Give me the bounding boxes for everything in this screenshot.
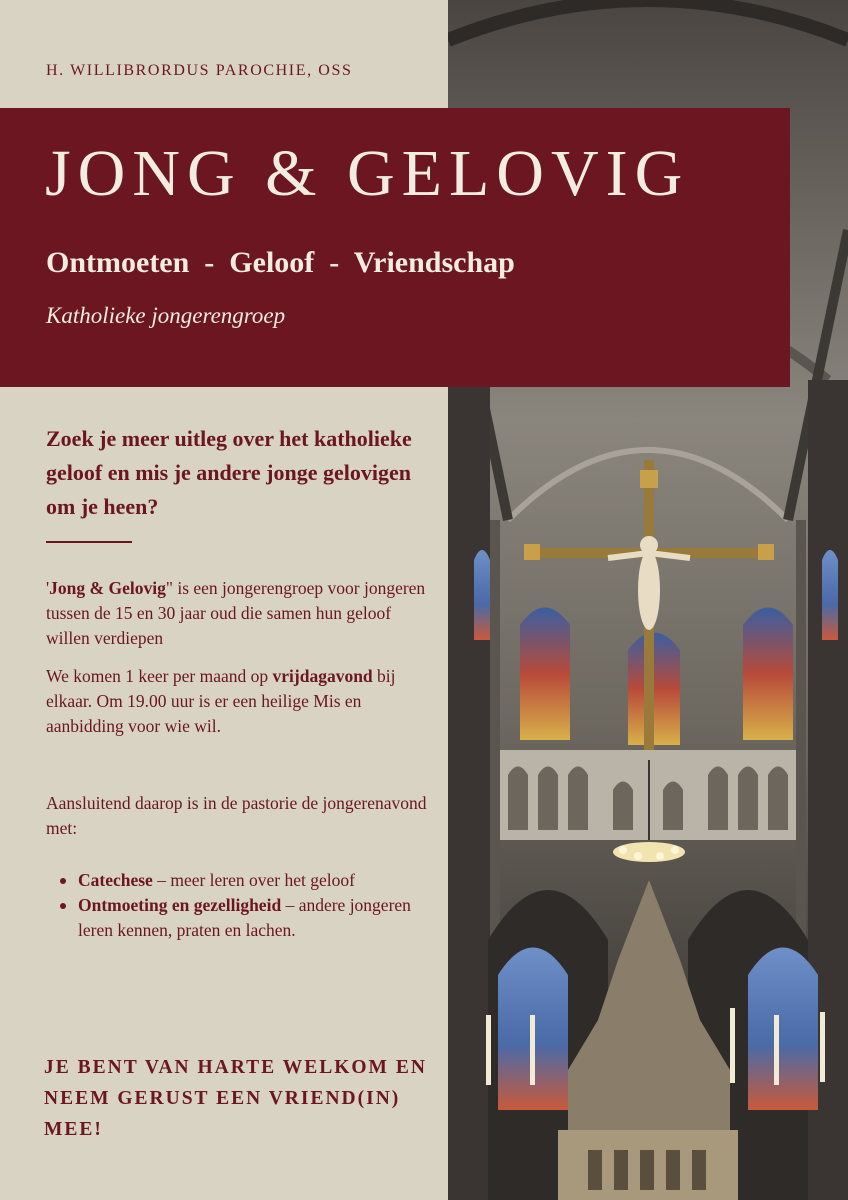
subtitle: Katholieke jongerengroep bbox=[46, 303, 286, 328]
quote-mark: ' bbox=[46, 578, 50, 598]
divider bbox=[46, 541, 132, 543]
list-item-term: Ontmoeting en gezelligheid bbox=[78, 895, 282, 915]
list-item bbox=[46, 893, 426, 943]
highlight-day: vrijdagavond bbox=[272, 666, 373, 686]
paragraph-group-intro bbox=[46, 576, 431, 651]
bullet-icon bbox=[60, 878, 66, 884]
bullet-icon bbox=[60, 903, 66, 909]
paragraph-text: We komen 1 keer per maand op bbox=[46, 666, 273, 686]
tagline: Ontmoeten - Geloof - Vriendschap bbox=[46, 246, 515, 279]
paragraph-text: bij elkaar. Om 19.00 uur is er een heilige Mis en aanbidding voor wie wil. bbox=[46, 666, 396, 736]
list-item bbox=[46, 868, 426, 893]
group-name: Jong & Gelovig bbox=[49, 578, 166, 598]
parish-name: H. WILLIBRORDUS PAROCHIE, OSS bbox=[46, 62, 353, 79]
welcome-message: JE BENT VAN HARTE WELKOM EN NEEM GERUST EEN VRIEND(IN) MEE! bbox=[44, 1057, 427, 1140]
list-item-term: Catechese bbox=[78, 870, 153, 890]
list-item-desc: – meer leren over het geloof bbox=[152, 870, 355, 890]
paragraph-schedule bbox=[46, 664, 431, 739]
list-item-desc: – andere jongeren leren kennen, praten en lachen. bbox=[78, 895, 411, 940]
intro-question: Zoek je meer uitleg over het katholieke geloof en mis je andere jonge gelovigen om je heen? bbox=[46, 426, 412, 519]
paragraph-text: " is een jongerengroep voor jongeren tussen de 15 en 30 jaar oud die samen hun geloof willen verdiepen bbox=[46, 578, 426, 648]
title-banner bbox=[0, 108, 790, 387]
paragraph-evening: Aansluitend daarop is in de pastorie de jongerenavond met: bbox=[46, 793, 427, 838]
activity-list bbox=[46, 868, 426, 943]
page-title: JONG & GELOVIG bbox=[45, 137, 690, 210]
